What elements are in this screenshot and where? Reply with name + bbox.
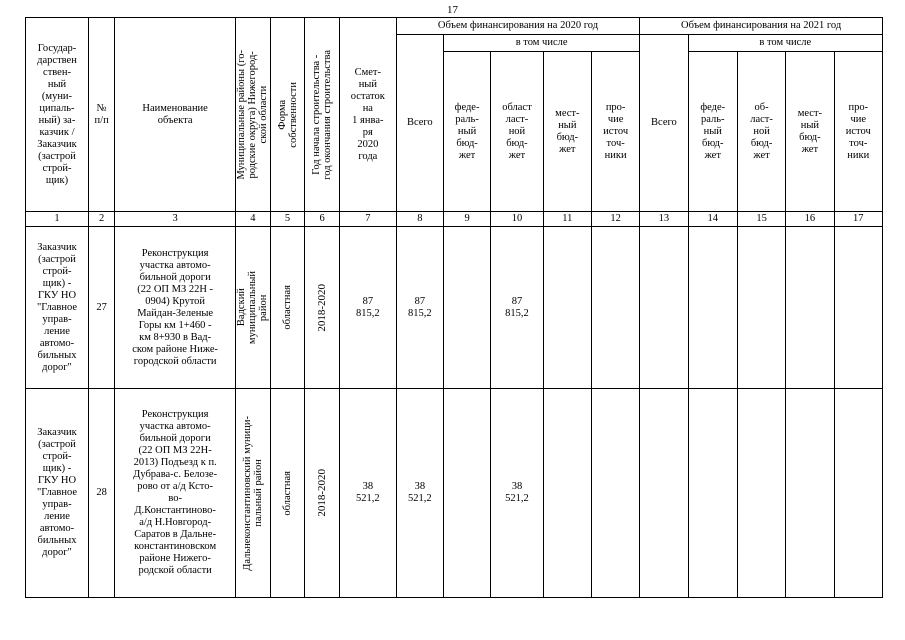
column-number: 8 [396,212,443,227]
header-funding-2021: Объем финансирования на 2021 год [640,18,883,35]
total-2021-cell [640,389,688,598]
local-2021-cell [786,227,834,389]
header-years: Год начала строительства - год окончания строительства [305,18,340,212]
header-total-2021: Всего [640,35,688,212]
object-cell: Реконструкция участка автомо- бильной дороги (22 ОП МЗ 22Н- 2013) Подъезд к п. Дубрава-с. Белозе- рово от а/д Ксто- во- Д.Константиново- а/д Н.Новгород- Саратов в Дальне- константиновском районе Нижего- родской области [115,389,236,598]
other-2021-cell [834,389,882,598]
column-number: 14 [688,212,737,227]
table-row [26,227,883,389]
total-2020-cell: 38 521,2 [396,389,443,598]
column-number: 2 [89,212,115,227]
header-local-2021: мест- ный бюд- жет [786,52,834,212]
row-number: 28 [89,389,115,598]
column-number: 1 [26,212,89,227]
header-regional-2021: об- ласт- ной бюд- жет [737,52,785,212]
header-funding-2020: Объем финансирования на 2020 год [396,18,640,35]
header-object-name: Наименование объекта [115,18,236,212]
total-2020-cell: 87 815,2 [396,227,443,389]
district-cell: Дальнеконстантиновский муници- пальный район [236,389,271,598]
regional-2020-cell: 38 521,2 [491,389,544,598]
header-districts: Муниципальные районы (го- родские округа) Нижегород- ской области [236,18,271,212]
federal-2021-cell [688,389,737,598]
customer-cell: Заказчик (застрой строй- щик) - ГКУ НО "Главное управ- ление автомо- бильных дорог" [26,389,89,598]
column-number: 15 [737,212,785,227]
header-federal-2020: феде- раль- ный бюд- жет [443,52,490,212]
page-number: 17 [447,4,458,16]
column-number: 17 [834,212,882,227]
ownership-cell: областная [270,389,305,598]
header-number: № п/п [89,18,115,212]
estimate-cell: 87 815,2 [339,227,396,389]
column-number: 16 [786,212,834,227]
header-including-2020: в том числе [443,35,639,52]
table-row [26,389,883,598]
header-local-2020: мест- ный бюд- жет [543,52,591,212]
column-number: 12 [591,212,639,227]
header-customer: Государ- дарствен ствен- ный (муни- ципаль- ный) за- казчик / Заказчик (застрой строй- щик) [26,18,89,212]
column-number: 11 [543,212,591,227]
column-number: 5 [270,212,305,227]
other-2020-cell [591,389,639,598]
local-2020-cell [543,227,591,389]
other-2020-cell [591,227,639,389]
object-cell: Реконструкция участка автомо- бильной дороги (22 ОП МЗ 22Н - 0904) Крутой Майдан-Зеленые Горы км 1+460 - км 8+930 в Вад- ском районе Ниже- городской области [115,227,236,389]
column-number: 4 [236,212,271,227]
regional-2021-cell [737,389,785,598]
header-federal-2021: феде- раль- ный бюд- жет [688,52,737,212]
regional-2021-cell [737,227,785,389]
header-ownership: Форма собственности [270,18,305,212]
column-number: 6 [305,212,340,227]
header-regional-2020: област ласт- ной бюд- жет [491,52,544,212]
column-number: 7 [339,212,396,227]
row-number: 27 [89,227,115,389]
column-number: 3 [115,212,236,227]
ownership-cell: областная [270,227,305,389]
column-number: 9 [443,212,490,227]
header-row-top [26,18,883,35]
estimate-cell: 38 521,2 [339,389,396,598]
total-2021-cell [640,227,688,389]
federal-2020-cell [443,389,490,598]
header-total-2020: Всего [396,35,443,212]
regional-2020-cell: 87 815,2 [491,227,544,389]
years-cell: 2018-2020 [305,227,340,389]
column-number: 10 [491,212,544,227]
other-2021-cell [834,227,882,389]
header-other-2021: про- чие источ точ- ники [834,52,882,212]
local-2020-cell [543,389,591,598]
header-including-2021: в том числе [688,35,882,52]
header-other-2020: про- чие источ точ- ники [591,52,639,212]
financing-table [25,17,883,598]
customer-cell: Заказчик (застрой строй- щик) - ГКУ НО "Главное управ- ление автомо- бильных дорог" [26,227,89,389]
local-2021-cell [786,389,834,598]
federal-2020-cell [443,227,490,389]
district-cell: Вадский муниципальный район [236,227,271,389]
federal-2021-cell [688,227,737,389]
years-cell: 2018-2020 [305,389,340,598]
column-number: 13 [640,212,688,227]
header-estimate: Смет- ный остаток на 1 янва- ря 2020 года [339,18,396,212]
column-numbers-row [26,212,883,227]
